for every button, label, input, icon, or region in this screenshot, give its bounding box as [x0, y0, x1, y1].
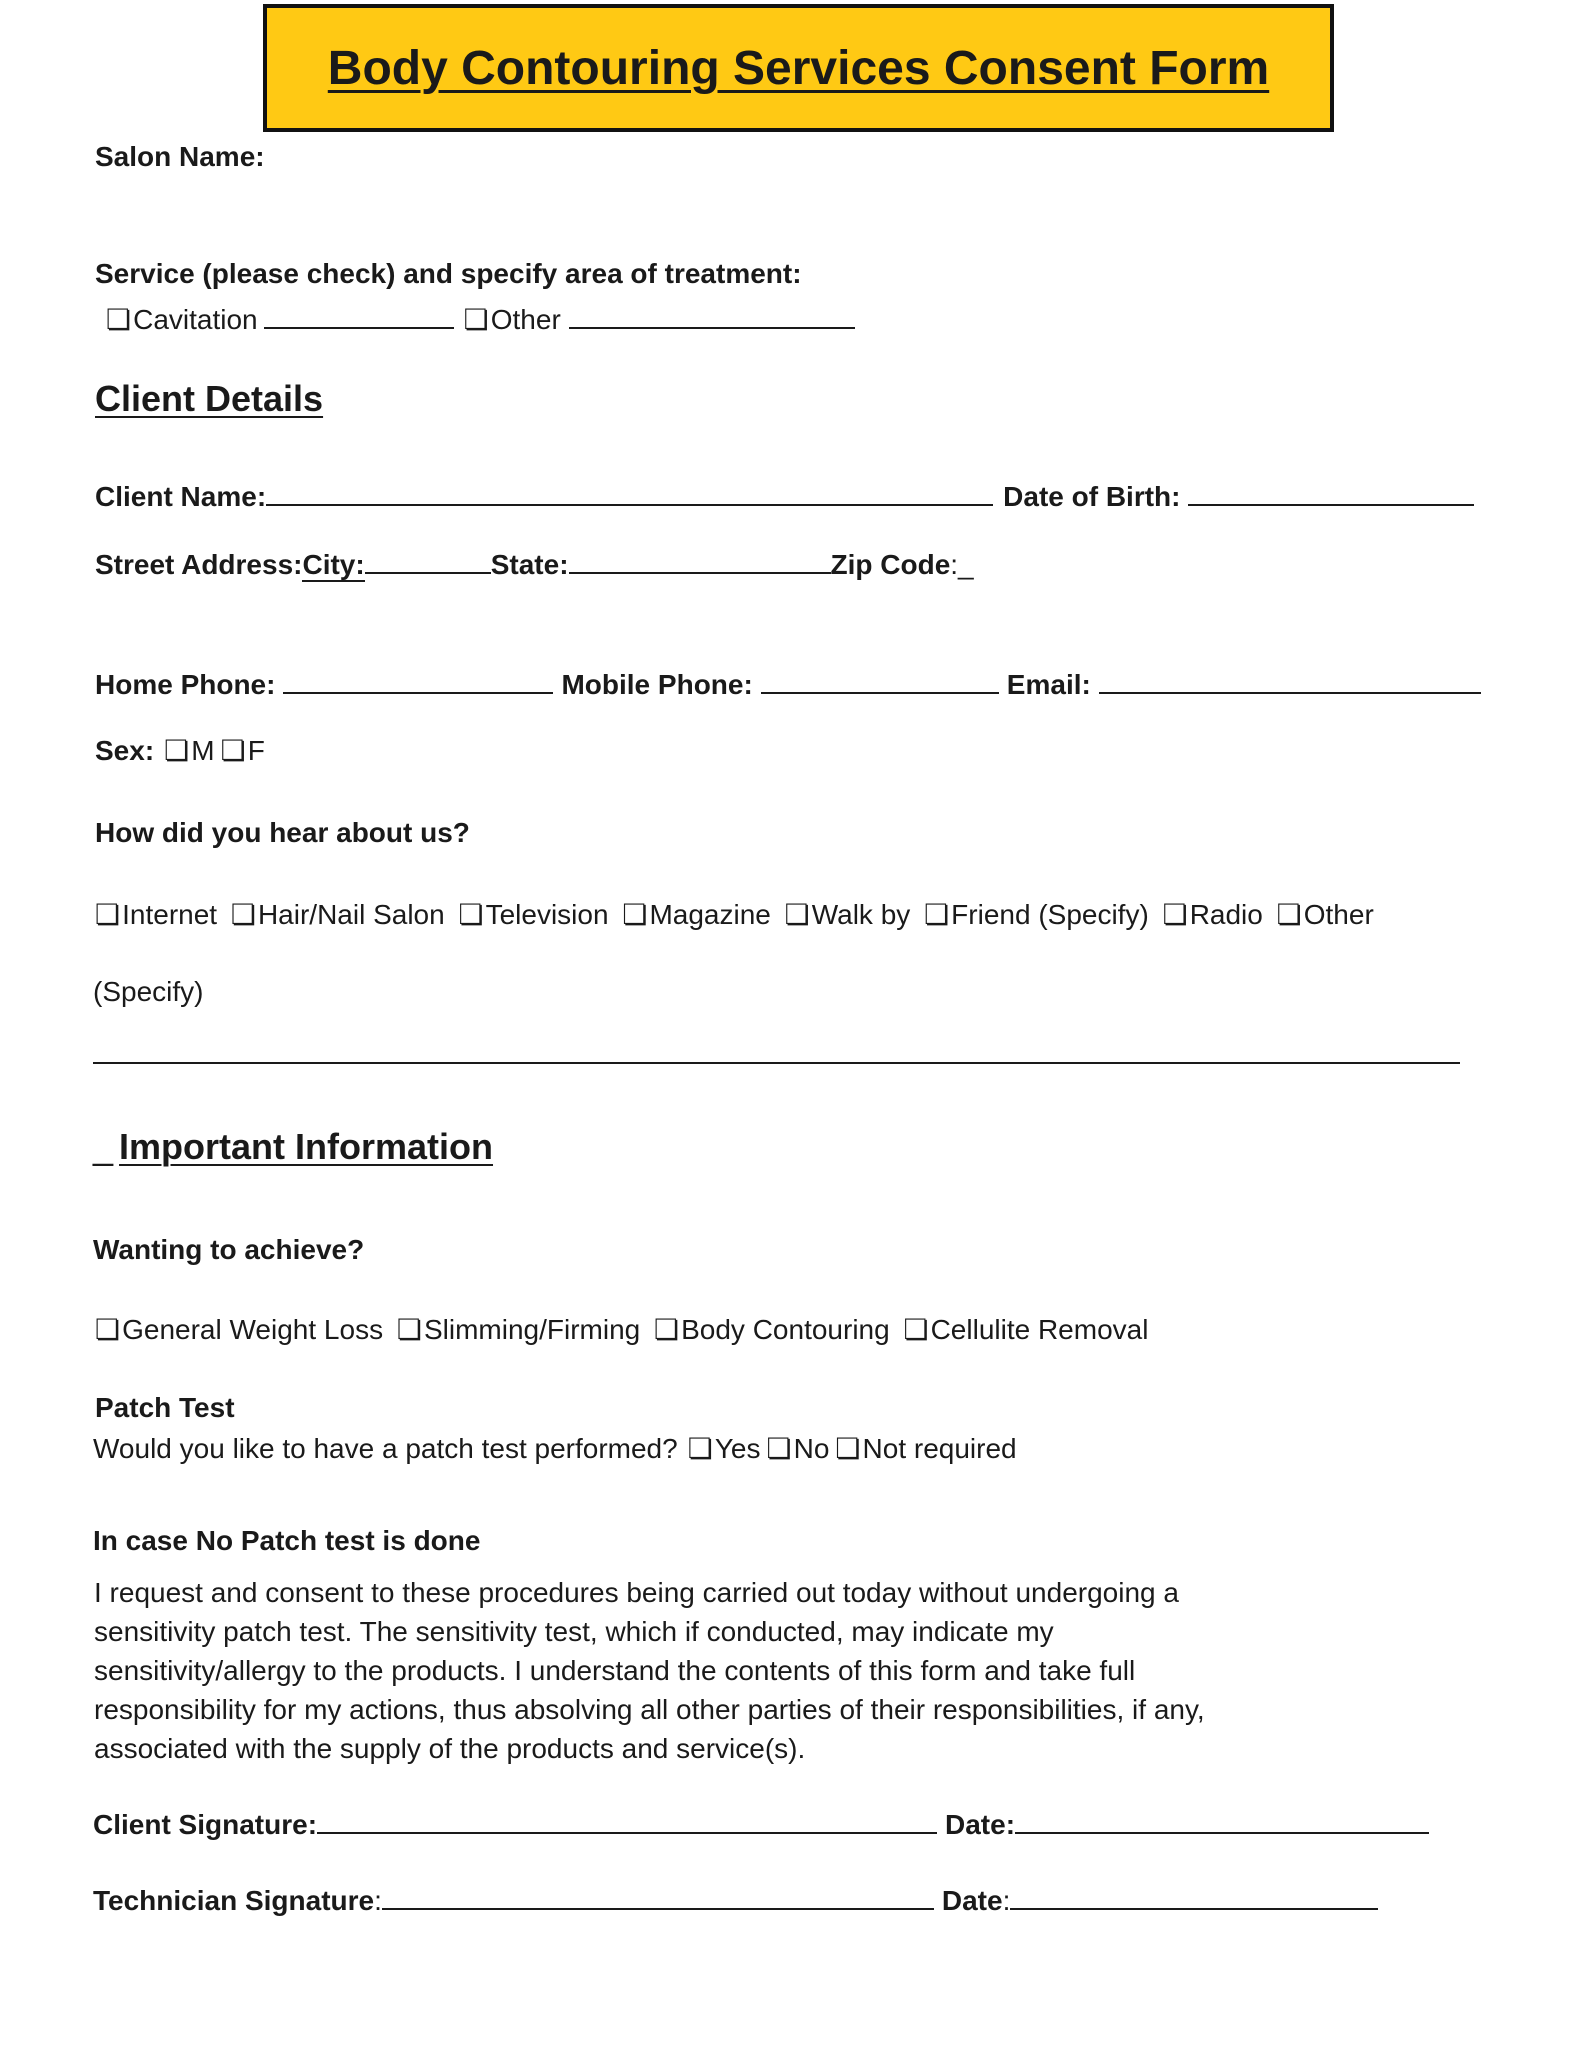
consent-line: I request and consent to these procedures being carried out today without undergoing a [94, 1577, 1179, 1608]
street-address-label: Street Address: [95, 549, 303, 580]
consent-line: responsibility for my actions, thus absolving all other parties of their responsibilities, if any, [94, 1694, 1205, 1725]
client-name-field[interactable] [266, 478, 993, 506]
checkbox-icon[interactable]: ❏ [766, 1433, 792, 1464]
page-title: Body Contouring Services Consent Form [327, 41, 1270, 95]
technician-date-label: Date [941, 1885, 1003, 1916]
home-phone-label: Home Phone: [95, 669, 276, 700]
mobile-phone-label: Mobile Phone: [561, 669, 753, 700]
consent-line: sensitivity patch test. The sensitivity test, which if conducted, may indicate my [94, 1616, 1054, 1647]
achieve-option-cellulite[interactable]: ❏Cellulite Removal [903, 1314, 1149, 1345]
achieve-option-weight-loss[interactable]: ❏General Weight Loss [95, 1314, 384, 1345]
city-label: City: [302, 549, 365, 580]
consent-paragraph [94, 1573, 1274, 1768]
patch-option-yes[interactable]: ❏Yes [687, 1433, 761, 1464]
hear-option-hair-nail-salon[interactable]: ❏Hair/Nail Salon [230, 899, 445, 930]
checkbox-icon[interactable]: ❏ [687, 1433, 713, 1464]
mobile-phone-field[interactable] [761, 666, 999, 694]
heading-prefix: _ [93, 1126, 114, 1167]
hear-option-walk-by[interactable]: ❏Walk by [784, 899, 911, 930]
checkbox-icon[interactable]: ❏ [458, 899, 484, 930]
checkbox-icon[interactable]: ❏ [463, 304, 489, 335]
checkbox-icon[interactable]: ❏ [903, 1314, 929, 1345]
service-option-other[interactable]: ❏Other [463, 304, 561, 335]
hear-option-friend[interactable]: ❏Friend (Specify) [924, 899, 1149, 930]
hear-option-television[interactable]: ❏Television [458, 899, 609, 930]
checkbox-icon[interactable]: ❏ [95, 1314, 121, 1345]
checkbox-icon[interactable]: ❏ [230, 899, 256, 930]
sex-option-f[interactable]: ❏F [220, 735, 265, 766]
consent-line: associated with the supply of the products and service(s). [94, 1733, 806, 1764]
checkbox-icon[interactable]: ❏ [835, 1433, 861, 1464]
hear-about-options [95, 898, 1380, 931]
service-option-cavitation[interactable]: ❏Cavitation [106, 304, 258, 335]
hear-option-magazine[interactable]: ❏Magazine [622, 899, 771, 930]
no-patch-heading: In case No Patch test is done [93, 1525, 481, 1556]
hear-option-internet[interactable]: ❏Internet [95, 899, 218, 930]
technician-signature-field[interactable] [382, 1882, 934, 1910]
client-details-heading: Client Details [95, 378, 324, 419]
important-information-heading: Important Information [119, 1126, 494, 1167]
checkbox-icon[interactable]: ❏ [924, 899, 950, 930]
achieve-options [95, 1313, 1154, 1346]
patch-option-no[interactable]: ❏No [766, 1433, 830, 1464]
client-signature-label: Client Signature: [93, 1809, 318, 1840]
client-name-label: Client Name: [95, 481, 267, 512]
cavitation-area-field[interactable] [264, 301, 454, 329]
address-row [95, 546, 974, 581]
zip-code-label: Zip Code [830, 549, 951, 580]
checkbox-icon[interactable]: ❏ [95, 899, 121, 930]
dob-label: Date of Birth: [1003, 481, 1181, 512]
dob-field[interactable] [1188, 478, 1474, 506]
email-field[interactable] [1099, 666, 1481, 694]
consent-line: sensitivity/allergy to the products. I understand the contents of this form and take full [94, 1655, 1136, 1686]
other-area-field[interactable] [569, 301, 855, 329]
checkbox-icon[interactable]: ❏ [1276, 899, 1302, 930]
technician-signature-label: Technician Signature [93, 1885, 375, 1916]
client-name-row [95, 478, 1474, 513]
patch-option-not-required[interactable]: ❏Not required [835, 1433, 1017, 1464]
service-label: Service (please check) and specify area of treatment: [95, 258, 802, 289]
specify-label: (Specify) [93, 976, 204, 1007]
achieve-option-body-contouring[interactable]: ❏Body Contouring [654, 1314, 890, 1345]
salon-name-field[interactable] [275, 138, 875, 174]
patch-test-question: Would you like to have a patch test performed? [93, 1433, 678, 1464]
sex-label: Sex: [95, 735, 155, 766]
hear-about-label: How did you hear about us? [95, 817, 470, 848]
email-label: Email: [1006, 669, 1091, 700]
state-field[interactable] [569, 546, 831, 574]
checkbox-icon[interactable]: ❏ [164, 735, 190, 766]
technician-date-field[interactable] [1010, 1882, 1378, 1910]
hear-option-radio[interactable]: ❏Radio [1162, 899, 1263, 930]
client-signature-row [93, 1806, 1429, 1841]
client-date-label: Date: [945, 1809, 1016, 1840]
achieve-label: Wanting to achieve? [93, 1234, 365, 1265]
checkbox-icon[interactable]: ❏ [220, 735, 246, 766]
achieve-option-slimming[interactable]: ❏Slimming/Firming [396, 1314, 641, 1345]
patch-test-heading: Patch Test [95, 1392, 235, 1423]
checkbox-icon[interactable]: ❏ [622, 899, 648, 930]
checkbox-icon[interactable]: ❏ [106, 304, 132, 335]
client-signature-field[interactable] [317, 1806, 937, 1834]
client-date-field[interactable] [1015, 1806, 1429, 1834]
city-field[interactable] [365, 546, 491, 574]
checkbox-icon[interactable]: ❏ [396, 1314, 422, 1345]
title-banner [263, 4, 1334, 132]
patch-test-row [93, 1432, 1023, 1465]
state-label: State: [490, 549, 569, 580]
specify-field[interactable] [93, 1062, 1460, 1064]
hear-option-other[interactable]: ❏Other [1276, 899, 1374, 930]
zip-code-field[interactable]: :_ [950, 549, 974, 580]
checkbox-icon[interactable]: ❏ [1162, 899, 1188, 930]
service-options [106, 301, 855, 336]
home-phone-field[interactable] [283, 666, 553, 694]
sex-row [95, 734, 271, 767]
checkbox-icon[interactable]: ❏ [784, 899, 810, 930]
phone-row [95, 666, 1481, 701]
sex-option-m[interactable]: ❏M [164, 735, 215, 766]
checkbox-icon[interactable]: ❏ [654, 1314, 680, 1345]
technician-signature-row: Technician Signature: Date: [93, 1882, 1378, 1917]
important-heading-row [93, 1126, 493, 1168]
salon-name-label: Salon Name: [95, 141, 265, 172]
